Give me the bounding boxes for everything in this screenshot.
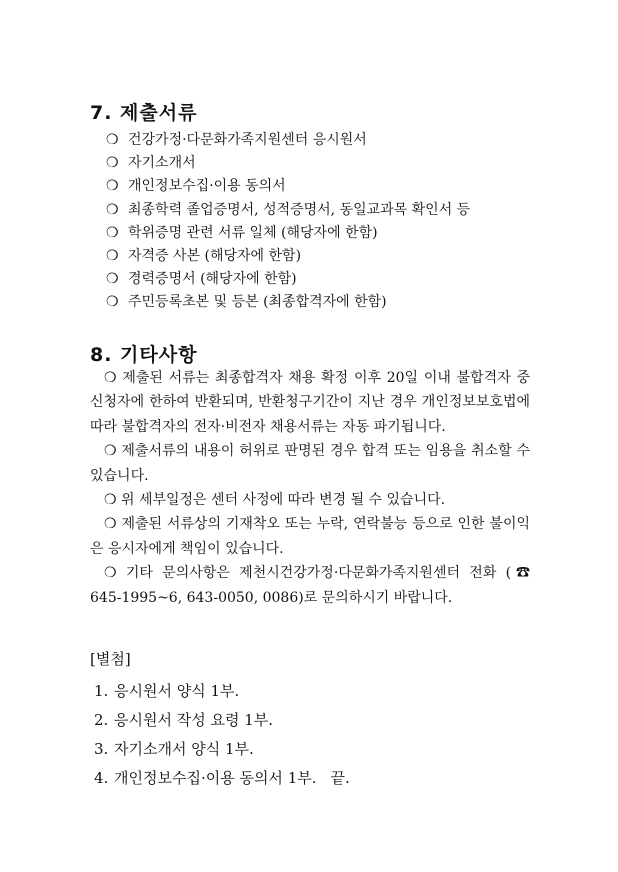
list-item: 1. 응시원서 양식 1부. bbox=[94, 682, 240, 700]
section-8-title: 8. 기타사항 bbox=[90, 344, 198, 366]
note-paragraph: ❍ 위 세부일정은 센터 사정에 따라 변경 될 수 있습니다. bbox=[104, 492, 446, 509]
circle-bullet-icon: ❍ bbox=[104, 443, 117, 460]
list-item: ❍ 건강가정·다문화가족지원센터 응시원서 bbox=[106, 129, 470, 152]
note-paragraph: ❍ 제출된 서류상의 기재착오 또는 누락, 연락불능 등으로 인한 불이익은 응시자에게 책임이 있습니다. bbox=[90, 516, 530, 557]
circle-bullet-icon: ❍ bbox=[106, 155, 119, 172]
note-paragraph: ❍ 기타 문의사항은 제천시건강가정·다문화가족지원센터 전화 (☎ 645-1995~6, 643-0050, 0086)로 문의하시기 바랍니다. bbox=[90, 565, 530, 606]
note-paragraph: ❍ 제출서류의 내용이 허위로 판명된 경우 합격 또는 임용을 취소할 수 있습니다. bbox=[90, 443, 531, 484]
list-item: ❍ 학위증명 관련 서류 일체 (해당자에 한함) bbox=[106, 222, 470, 245]
circle-bullet-icon: ❍ bbox=[106, 178, 119, 195]
circle-bullet-icon: ❍ bbox=[106, 247, 119, 264]
circle-bullet-icon: ❍ bbox=[104, 370, 117, 386]
list-item: ❍ 경력증명서 (해당자에 한함) bbox=[106, 268, 470, 291]
list-item: ❍ 개인정보수집·이용 동의서 bbox=[106, 175, 470, 198]
circle-bullet-icon: ❍ bbox=[106, 132, 119, 148]
section-7-title: 7. 제출서류 bbox=[90, 102, 198, 124]
list-item: ❍ 주민등록초본 및 등본 (최종합격자에 한함) bbox=[106, 291, 470, 314]
list-item: ❍ 최종학력 졸업증명서, 성적증명서, 동일교과목 확인서 등 bbox=[106, 199, 470, 222]
list-item: 3. 자기소개서 양식 1부. bbox=[94, 740, 254, 758]
notes-block bbox=[90, 366, 530, 610]
attachments-list bbox=[94, 677, 350, 793]
attachments-heading: [별첨] bbox=[90, 650, 131, 668]
list-item: ❍ 자격증 사본 (해당자에 한함) bbox=[106, 245, 470, 268]
circle-bullet-icon: ❍ bbox=[106, 271, 119, 288]
circle-bullet-icon: ❍ bbox=[104, 516, 117, 533]
list-item: ❍ 자기소개서 bbox=[106, 152, 470, 175]
required-documents-list bbox=[106, 129, 470, 315]
list-item: 2. 응시원서 작성 요령 1부. bbox=[94, 711, 274, 729]
circle-bullet-icon: ❍ bbox=[104, 565, 117, 582]
circle-bullet-icon: ❍ bbox=[106, 201, 119, 218]
circle-bullet-icon: ❍ bbox=[106, 294, 119, 311]
note-paragraph: ❍ 제출된 서류는 최종합격자 채용 확정 이후 20일 이내 불합격자 중 신청자에 한하여 반환되며, 반환청구기간이 지난 경우 개인정보보호법에 따라 불합격자의 전자·비전자 채용서류는 자동 파기됩니다. bbox=[90, 370, 531, 435]
circle-bullet-icon: ❍ bbox=[106, 224, 119, 241]
end-mark: 끝. bbox=[330, 769, 350, 787]
list-item: 4. 개인정보수집·이용 동의서 1부. 끝. bbox=[94, 764, 350, 793]
circle-bullet-icon: ❍ bbox=[104, 492, 117, 509]
